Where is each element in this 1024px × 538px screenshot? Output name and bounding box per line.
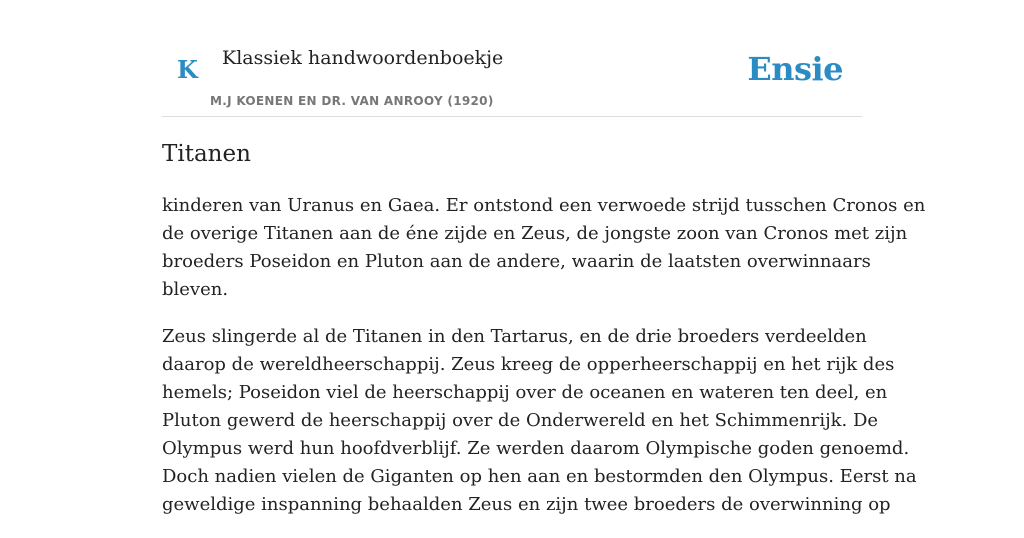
book-logo-link[interactable]: K: [177, 55, 198, 84]
text-line: daarop de wereldheerschappij. Zeus kreeg de opperheerschappij en het rijk des: [162, 354, 895, 375]
text-line: Doch nadien vielen de Giganten op hen aan en bestormden den Olympus. Eerst na: [162, 466, 917, 487]
text-line: Pluton gewerd de heerschappij over de Onderwereld en het Schimmenrijk. De: [162, 410, 879, 431]
entry-body: [162, 192, 926, 538]
ensie-logo-link[interactable]: Ensie: [747, 50, 843, 88]
text-line: geweldige inspanning behaalden Zeus en zijn twee broeders de overwinning op: [162, 494, 891, 515]
text-line: Olympus werd hun hoofdverblijf. Ze werden daarom Olympische goden genoemd.: [162, 438, 910, 459]
book-title[interactable]: Klassiek handwoordenboekje: [222, 47, 504, 69]
header: [162, 0, 862, 117]
text-line: bleven.: [162, 279, 229, 300]
entry-paragraph-1: [162, 192, 926, 304]
text-line: de overige Titanen aan de éne zijde en Zeus, de jongste zoon van Cronos met zijn: [162, 223, 908, 244]
text-line: Zeus slingerde al de Titanen in den Tartarus, en de drie broeders verdeelden: [162, 326, 867, 347]
page-container: [162, 0, 926, 515]
entry-title: Titanen: [162, 141, 251, 167]
entry-paragraph-2: [162, 323, 917, 519]
text-line: hemels; Poseidon viel de heerschappij over de oceanen en wateren ten deel, en: [162, 382, 888, 403]
text-line: kinderen van Uranus en Gaea. Er ontstond een verwoede strijd tusschen Cronos en: [162, 195, 926, 216]
text-line: broeders Poseidon en Pluton aan de andere, waarin de laatsten overwinnaars: [162, 251, 871, 272]
book-author: M.J KOENEN EN DR. VAN ANROOY (1920): [210, 94, 494, 108]
